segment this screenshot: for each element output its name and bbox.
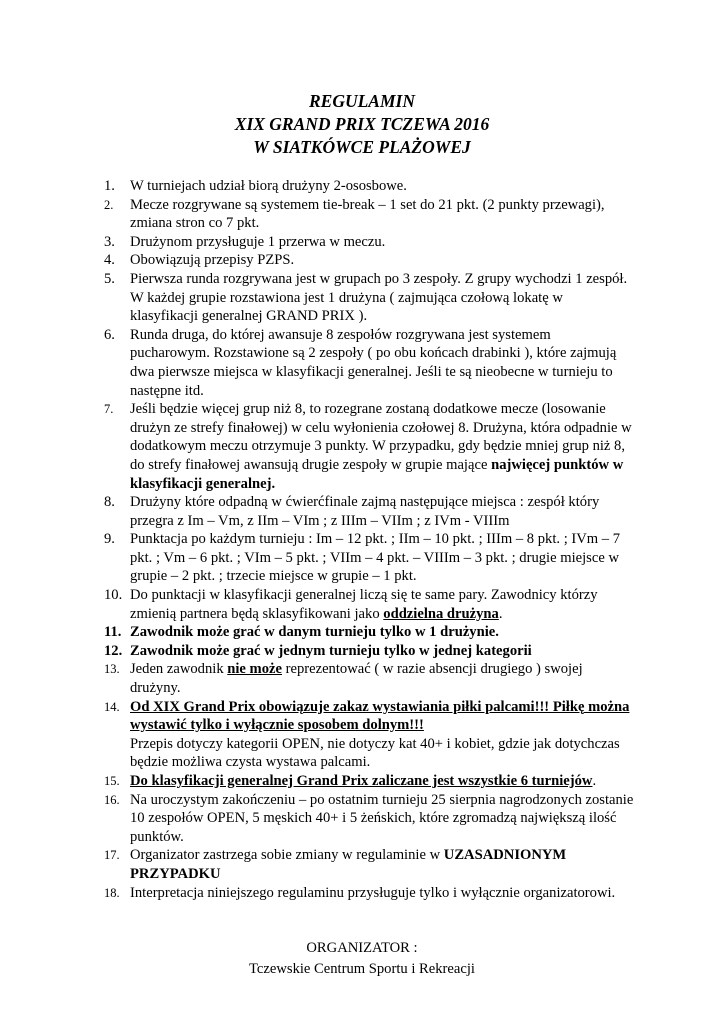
rule-item-6 <box>104 326 634 400</box>
item-number: 2. <box>104 197 114 212</box>
rule-item-12 <box>104 642 634 661</box>
item-text: Drużynom przysługuje 1 przerwa w meczu. <box>130 233 386 250</box>
item-text: Mecze rozgrywane są systemem tie-break – 1 set do 21 pkt. (2 punkty przewagi), zmiana stron co 7 pkt. <box>130 196 605 232</box>
rule-item-14 <box>104 698 634 772</box>
item-number: 9. <box>104 531 115 548</box>
item-number: 11. <box>104 624 122 641</box>
rule-item-9 <box>104 530 634 586</box>
document-subtitle: XIX GRAND PRIX TCZEWA 2016 <box>234 114 490 134</box>
item-number: 18. <box>104 885 120 900</box>
item-number: 14. <box>104 699 120 714</box>
rule-item-18 <box>104 884 634 903</box>
rule-item-5 <box>104 270 634 326</box>
item-text-bold-underlined: Do klasyfikacji generalnej Grand Prix zaliczane jest wszystkie 6 turniejów <box>130 773 593 789</box>
item-number: 7. <box>104 402 114 417</box>
rule-item-13 <box>104 660 634 697</box>
item-text: Zawodnik może grać w jednym turnieju tylko w jednej kategorii <box>130 642 532 659</box>
item-text: Jeśli będzie więcej grup niż 8, to rozegrane zostaną dodatkowe mecze (losowanie drużyn ze strefy finałowej) w celu wyłonienia czołowej 8. Drużyna, która odpadnie w dodatkowym meczu otrzymuje 3 punkty. W przypadku, gdy będzie mniej grup niż 8, do strefy finałowej awansują drugie zespoły w grupie mające <box>130 401 632 473</box>
item-text: W turniejach udział biorą drużyny 2-ososbowe. <box>130 178 407 194</box>
item-text-bold-underlined: oddzielna drużyna <box>383 605 499 622</box>
item-number: 1. <box>104 178 115 194</box>
rule-item-11 <box>104 623 634 642</box>
item-text-end: reprezentować ( w razie absencji drugiego ) swojej drużyny. <box>130 661 583 697</box>
item-text: Runda druga, do której awansuje 8 zespołów rozgrywana jest systemem pucharowym. Rozstawione są 2 zespoły ( po obu końcach drabinki ), które zajmują dwa pierwsze miejsca w klasyfikacji generalnej. Jeśli te są nieobecne w turnieju to następne itd. <box>130 326 617 399</box>
item-number: 4. <box>104 252 115 269</box>
organizer-name: Tczewskie Centrum Sportu i Rekreacji <box>249 961 475 977</box>
item-text-end: . <box>498 605 503 622</box>
item-text-end: . <box>592 773 597 789</box>
item-text: Jeden zawodnik <box>130 661 228 678</box>
item-text: Pierwsza runda rozgrywana jest w grupach po 3 zespoły. Z grupy wychodzi 1 zespół. W każdej grupie rozstawiona jest 1 drużyna ( zajmująca czołową lokatę w klasyfikacji generalnej GRAND PRIX ). <box>130 270 628 325</box>
item-text: Interpretacja niniejszego regulaminu przysługuje tylko i wyłącznie organizatorowi. <box>130 884 616 901</box>
item-subtext: Przepis dotyczy kategorii OPEN, nie dotyczy kat 40+ i kobiet, gdzie jak dotychczas będzie możliwa czysta wystawa palcami. <box>130 735 620 771</box>
item-text: Do punktacji w klasyfikacji generalnej liczą się te same pary. Zawodnicy którzy zmienią partnera będą sklasyfikowani jako <box>130 587 598 622</box>
rule-item-4 <box>104 251 634 270</box>
item-number: 17. <box>104 848 120 863</box>
rule-item-8 <box>104 493 634 530</box>
item-text-bold: UZASADNIONYM PRZYPADKU <box>130 847 567 882</box>
item-text-bold-underlined: Od XIX Grand Prix obowiązuje zakaz wystawiania piłki palcami!!! Piłkę można wystawić tylko i wyłącznie sposobem dolnym!!! <box>130 698 630 734</box>
rule-item-17 <box>104 846 634 883</box>
document-title: REGULAMIN <box>309 91 415 111</box>
item-number: 6. <box>104 326 115 343</box>
item-number: 16. <box>104 792 120 807</box>
item-text: Drużyny które odpadną w ćwierćfinale zajmą następujące miejsca : zespół który przegra z Im – Vm, z IIm – VIm ; z IIIm – VIIm ; z IVm - VIIIm <box>130 494 600 529</box>
item-text: Punktacja po każdym turnieju : Im – 12 pkt. ; IIm – 10 pkt. ; IIIm – 8 pkt. ; IVm – 7 pkt. ; Vm – 6 pkt. ; VIm – 5 pkt. ; VIIm – 4 pkt. – VIIIm – 3 pkt. ; drugie miejsce w grupie – 2 pkt. ; trzecie miejsce w grupie – 1 pkt. <box>130 531 621 585</box>
item-number: 3. <box>104 233 115 250</box>
item-text: Zawodnik może grać w danym turnieju tylko w 1 drużynie. <box>130 624 499 641</box>
item-text-bold-underlined: nie może <box>227 661 282 678</box>
item-text: Obowiązują przepisy PZPS. <box>130 252 295 269</box>
rule-item-3 <box>104 233 634 252</box>
rule-item-10 <box>104 586 634 623</box>
item-number: 12. <box>104 642 123 659</box>
item-number: 10. <box>104 587 123 604</box>
item-number: 8. <box>104 494 115 511</box>
item-number: 5. <box>104 270 115 287</box>
item-number: 13. <box>104 662 120 677</box>
item-text: Na uroczystym zakończeniu – po ostatnim turnieju 25 sierpnia nagrodzonych zostanie 10 zespołów OPEN, 5 męskich 40+ i 5 żeńskich, które zgromadzą największą ilość punktów. <box>130 791 634 845</box>
rule-item-15 <box>104 772 634 791</box>
rules-list <box>104 177 634 902</box>
rule-item-2 <box>104 196 634 233</box>
item-text: Organizator zastrzega sobie zmiany w regulaminie w <box>130 847 444 864</box>
rule-item-7 <box>104 400 634 493</box>
item-text-bold: najwięcej punktów w klasyfikacji generalnej. <box>130 456 624 492</box>
organizer-label: ORGANIZATOR : <box>306 940 418 956</box>
rule-item-1 <box>104 177 634 196</box>
rule-item-16 <box>104 791 634 847</box>
document-subtitle-2: W SIATKÓWCE PLAŻOWEJ <box>253 137 471 157</box>
item-number: 15. <box>104 774 120 788</box>
